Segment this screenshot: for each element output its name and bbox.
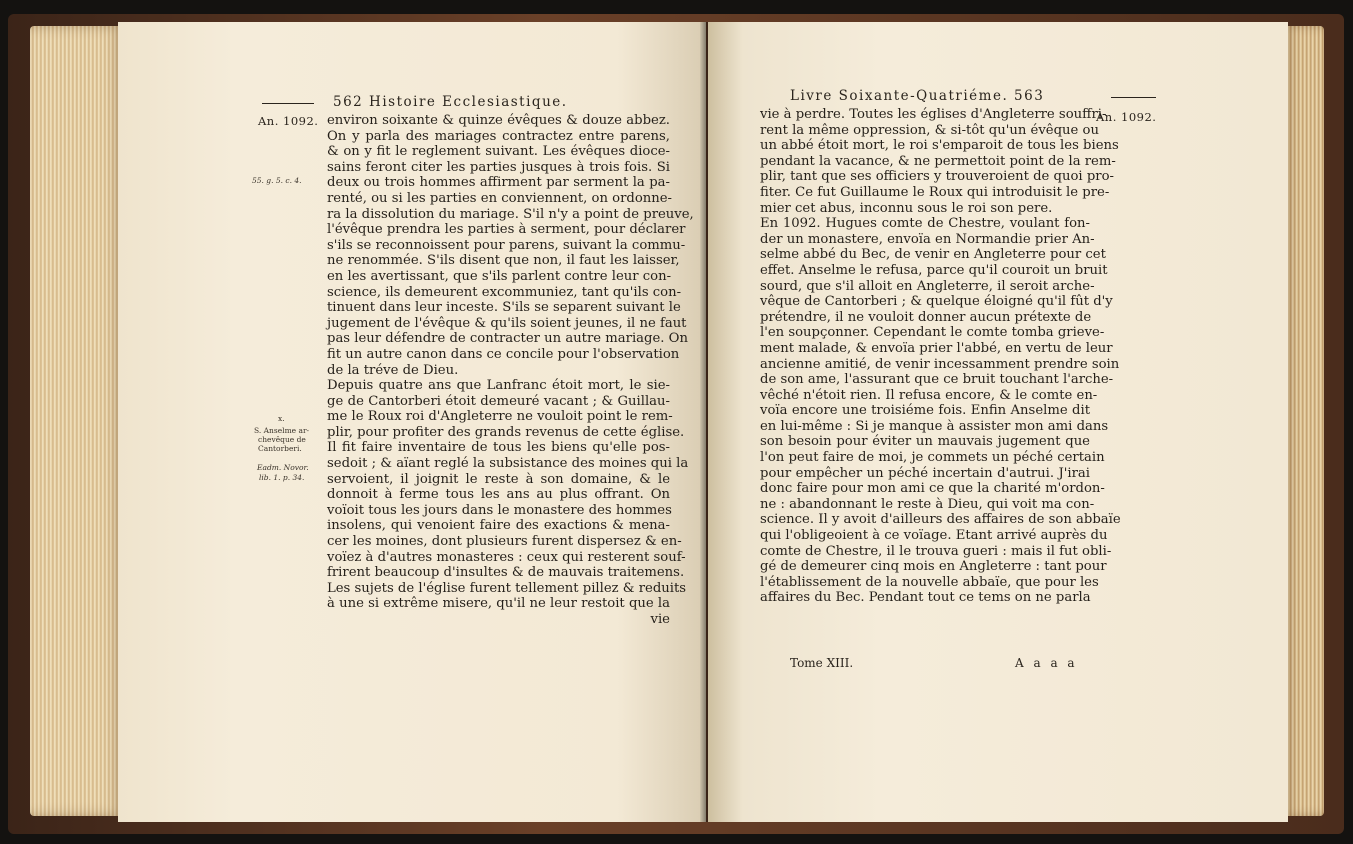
- text-line: En 1092. Hugues comte de Chestre, voulant fon-: [760, 216, 1090, 232]
- text-line: effet. Anselme le refusa, parce qu'il couroit un bruit: [760, 262, 1108, 278]
- text-line: voïez à d'autres monasteres : ceux qui resterent souf-: [327, 549, 686, 565]
- header-rule: [262, 103, 314, 104]
- text-line: l'évêque prendra les parties à serment, pour déclarer: [327, 222, 686, 238]
- text-line: l'en soupçonner. Cependant le comte tomba grieve-: [760, 325, 1105, 341]
- text-line: Il fit faire inventaire de tous les biens qu'elle pos-: [327, 440, 670, 456]
- text-line: gé de demeurer cinq mois en Angleterre : tant pour: [760, 559, 1107, 575]
- text-line: cer les moines, dont plusieurs furent dispersez & en-: [327, 534, 682, 550]
- text-line: vêché n'étoit rien. Il refusa encore, & le comte en-: [760, 387, 1098, 403]
- text-line: science, ils demeurent excommuniez, tant qu'ils con-: [327, 284, 682, 300]
- right-header: Livre Soixante-Quatriéme. 563: [790, 88, 1045, 104]
- margin-note: Eadm. Novor.: [257, 463, 309, 472]
- text-line: comte de Chestre, il le trouva gueri : mais il fut obli-: [760, 543, 1112, 559]
- text-line: renté, ou si les parties en conviennent, on ordonne-: [327, 190, 673, 206]
- page-edges-left: [30, 26, 125, 816]
- text-line: en lui-même : Si je manque à assister mon ami dans: [760, 418, 1109, 434]
- text-line: fiter. Ce fut Guillaume le Roux qui introduisit le pre-: [760, 184, 1110, 200]
- text-line: environ soixante & quinze évêques & douze abbez.: [327, 113, 670, 128]
- text-line: prétendre, il ne vouloit donner aucun prétexte de: [760, 309, 1092, 325]
- text-line: Depuis quatre ans que Lanfranc étoit mort, le sie-: [327, 378, 670, 394]
- header-rule: [1111, 97, 1156, 98]
- text-line: rent la même oppression, & si-tôt qu'un évêque ou: [760, 122, 1099, 138]
- margin-note: Cantorberi.: [258, 444, 302, 453]
- text-line: voïa encore une troisiéme fois. Enfin Anselme dit: [760, 403, 1090, 419]
- text-line: s'ils se reconnoissent pour parens, suivant la commu-: [327, 237, 686, 253]
- text-line: jugement de l'évêque & qu'ils soient jeunes, il ne faut: [327, 315, 687, 331]
- text-line: donc faire pour mon ami ce que la charité m'ordon-: [760, 481, 1105, 497]
- text-line: & on y fit le reglement suivant. Les évêques dioce-: [327, 144, 670, 160]
- text-line: tinuent dans leur inceste. S'ils se separent suivant le: [327, 300, 681, 316]
- text-line: der un monastere, envoïa en Normandie prier An-: [760, 231, 1095, 247]
- text-line: On y parla des mariages contractez entre parens,: [327, 128, 670, 144]
- text-line: science. Il y avoit d'ailleurs des affaires de son abbaïe: [760, 512, 1121, 528]
- text-line: voïoit tous les jours dans le monastere des hommes: [327, 502, 672, 518]
- text-line: vie: [650, 612, 670, 627]
- margin-note-number: x.: [278, 414, 285, 423]
- text-line: vêque de Cantorberi ; & quelque éloigné qu'il fût d'y: [760, 294, 1113, 310]
- text-line: l'établissement de la nouvelle abbaïe, que pour les: [760, 574, 1099, 590]
- margin-note: chevêque de: [258, 435, 306, 444]
- text-line: plir, tant que ses officiers y trouveroient de quoi pro-: [760, 169, 1114, 185]
- text-line: l'on peut faire de moi, je commets un péché certain: [760, 450, 1105, 466]
- text-line: ra la dissolution du mariage. S'il n'y a point de preuve,: [327, 206, 694, 222]
- text-line: ne renommée. S'ils disent que non, il faut les laisser,: [327, 253, 680, 269]
- text-line: sains feront citer les parties jusques à trois fois. Si: [327, 159, 670, 175]
- page-edges-right: [1284, 26, 1324, 816]
- text-line: plir, pour profiter des grands revenus de cette église.: [327, 424, 685, 440]
- text-line: son besoin pour éviter un mauvais jugement que: [760, 434, 1090, 450]
- text-line: sedoit ; & aïant reglé la subsistance des moines qui la: [327, 456, 689, 472]
- left-body-text: [327, 113, 694, 628]
- text-line: qui l'obligeoient à ce voïage. Etant arrivé auprès du: [760, 528, 1108, 544]
- text-line: frirent beaucoup d'insultes & de mauvais traitemens.: [327, 565, 685, 581]
- left-year-label: An. 1092.: [258, 114, 319, 128]
- margin-note: 55. g. 5. c. 4.: [252, 176, 302, 185]
- text-line: sourd, que s'il alloit en Angleterre, il seroit arche-: [760, 278, 1095, 294]
- text-line: de la tréve de Dieu.: [327, 362, 459, 378]
- right-year-label: An. 1092.: [1096, 110, 1157, 124]
- text-line: un abbé étoit mort, le roi s'emparoit de tous les biens: [760, 138, 1119, 154]
- text-line: donnoit à ferme tous les ans au plus offrant. On: [327, 487, 670, 503]
- text-line: ment malade, & envoïa prier l'abbé, en vertu de leur: [760, 340, 1113, 356]
- margin-note: lib. 1. p. 34.: [259, 473, 305, 482]
- text-line: deux ou trois hommes affirment par serment la pa-: [327, 175, 670, 191]
- text-line: ge de Cantorberi étoit demeuré vacant ; & Guillau-: [327, 393, 670, 409]
- text-line: ancienne amitié, de venir incessamment prendre soin: [760, 356, 1120, 372]
- text-line: à une si extrême misere, qu'il ne leur restoit que la: [327, 596, 670, 612]
- text-line: en les avertissant, que s'ils parlent contre leur con-: [327, 268, 672, 284]
- text-line: mier cet abus, inconnu sous le roi son pere.: [760, 200, 1053, 216]
- text-line: pour empêcher un péché incertain d'autrui. J'irai: [760, 465, 1090, 481]
- text-line: Les sujets de l'église furent tellement pillez & reduits: [327, 580, 687, 596]
- text-line: affaires du Bec. Pendant tout ce tems on ne parla: [760, 590, 1091, 606]
- left-header: 562 Histoire Ecclesiastique.: [333, 94, 568, 110]
- text-line: vie à perdre. Toutes les églises d'Angleterre souffri-: [760, 107, 1107, 122]
- text-line: selme abbé du Bec, de venir en Angleterre pour cet: [760, 247, 1106, 263]
- footer-signature: A a a a: [1015, 656, 1078, 670]
- text-line: de son ame, l'assurant que ce bruit touchant l'arche-: [760, 372, 1114, 388]
- text-line: pas leur défendre de contracter un autre mariage. On: [327, 331, 688, 347]
- text-line: ne : abandonnant le reste à Dieu, qui voit ma con-: [760, 496, 1095, 512]
- text-line: servoient, il joignit le reste à son domaine, & le: [327, 471, 670, 487]
- footer-tome: Tome XIII.: [790, 656, 854, 670]
- text-line: fit un autre canon dans ce concile pour l'observation: [327, 346, 680, 362]
- text-line: insolens, qui venoient faire des exactions & mena-: [327, 518, 670, 534]
- right-body-text: [760, 107, 1121, 606]
- text-line: me le Roux roi d'Angleterre ne vouloit point le rem-: [327, 409, 673, 425]
- margin-note: S. Anselme ar-: [254, 426, 310, 435]
- text-line: pendant la vacance, & ne permettoit point de la rem-: [760, 153, 1116, 169]
